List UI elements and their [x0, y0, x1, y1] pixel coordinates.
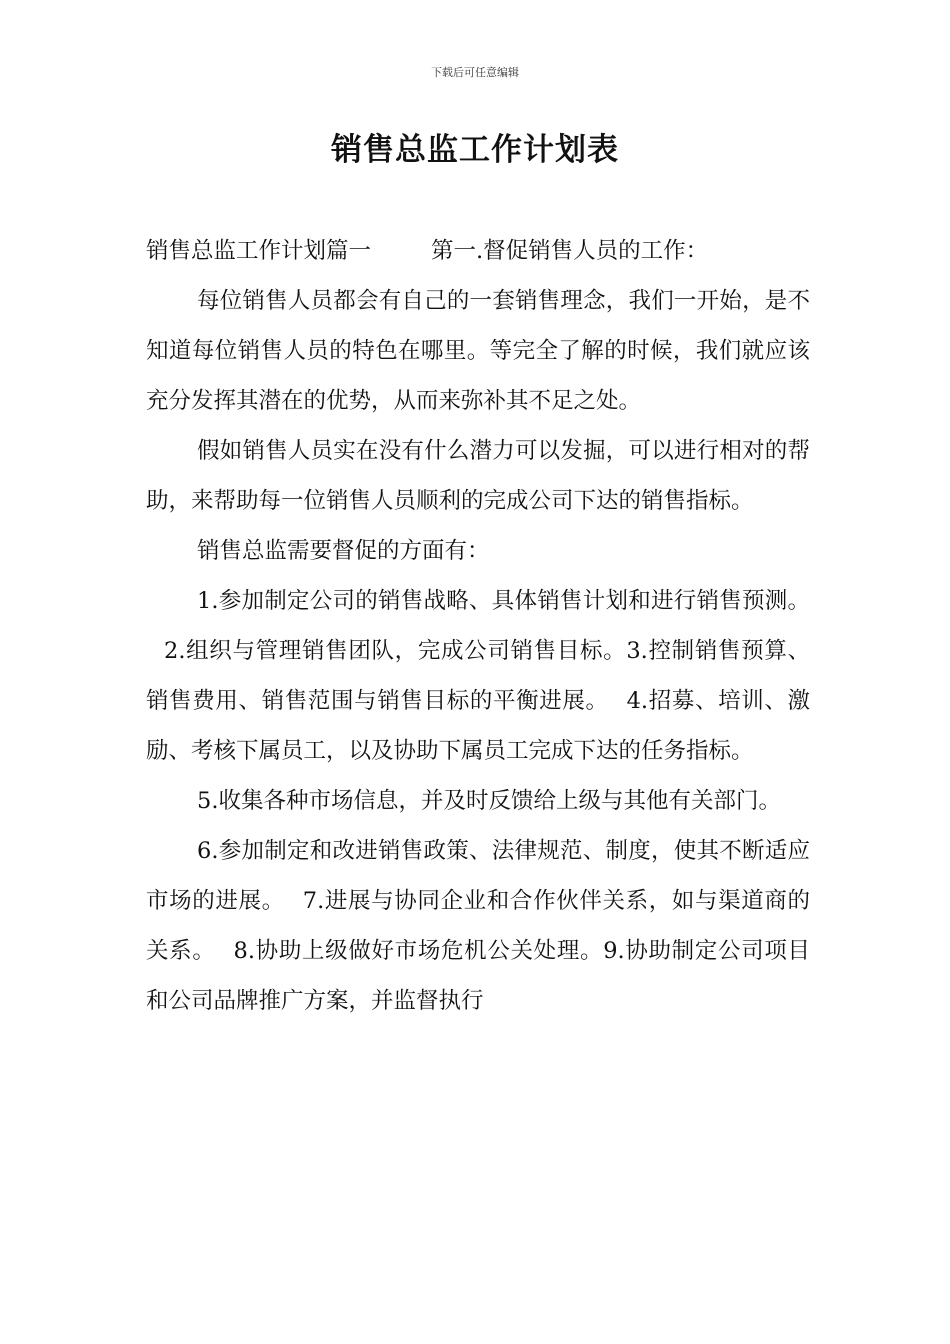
document-body	[146, 226, 810, 1026]
duty-item-8: 8.协助上级做好市场危机公关处理。	[233, 938, 604, 964]
duty-item-7: 7.进展与协同企业和合作伙伴关系，如与渠道商的关系。	[146, 888, 810, 964]
duty-item-6: 6.参加制定和改进销售政策、法律规范、制度，使其不断适应市场的进展。	[146, 838, 810, 914]
section-heading: 第一.督促销售人员的工作：	[431, 238, 709, 264]
paragraph-3: 销售总监需要督促的方面有：	[197, 538, 490, 564]
duty-list-block-2	[146, 826, 810, 1026]
page-title: 销售总监工作计划表	[331, 132, 619, 168]
intro-line	[146, 226, 810, 276]
duty-item-9: 9.协助制定公司项目和公司品牌推广方案，并监督执行	[146, 938, 811, 1014]
duty-item-1: 1.参加制定公司的销售战略、具体销售计划和进行销售预测。	[197, 588, 810, 614]
duty-list-block-1	[146, 576, 810, 776]
duty-item-2: 2.组织与管理销售团队，完成公司销售目标。	[164, 638, 627, 664]
paragraph-1: 每位销售人员都会有自己的一套销售理念，我们一开始，是不知道每位销售人员的特色在哪里。等完全了解的时候，我们就应该充分发挥其潜在的优势，从而来弥补其不足之处。	[146, 288, 810, 414]
header-note: 下载后可任意编辑	[431, 66, 519, 79]
duty-item-3: 3.控制销售预算、销售费用、销售范围与销售目标的平衡进展。	[146, 638, 811, 714]
part-label: 销售总监工作计划篇一	[146, 238, 372, 264]
paragraph-2: 假如销售人员实在没有什么潜力可以发掘，可以进行相对的帮助，来帮助每一位销售人员顺利的完成公司下达的销售指标。	[146, 438, 810, 514]
duty-item-5: 5.收集各种市场信息，并及时反馈给上级与其他有关部门。	[197, 788, 781, 814]
duty-item-4: 4.招募、培训、激励、考核下属员工，以及协助下属员工完成下达的任务指标。	[146, 688, 810, 764]
